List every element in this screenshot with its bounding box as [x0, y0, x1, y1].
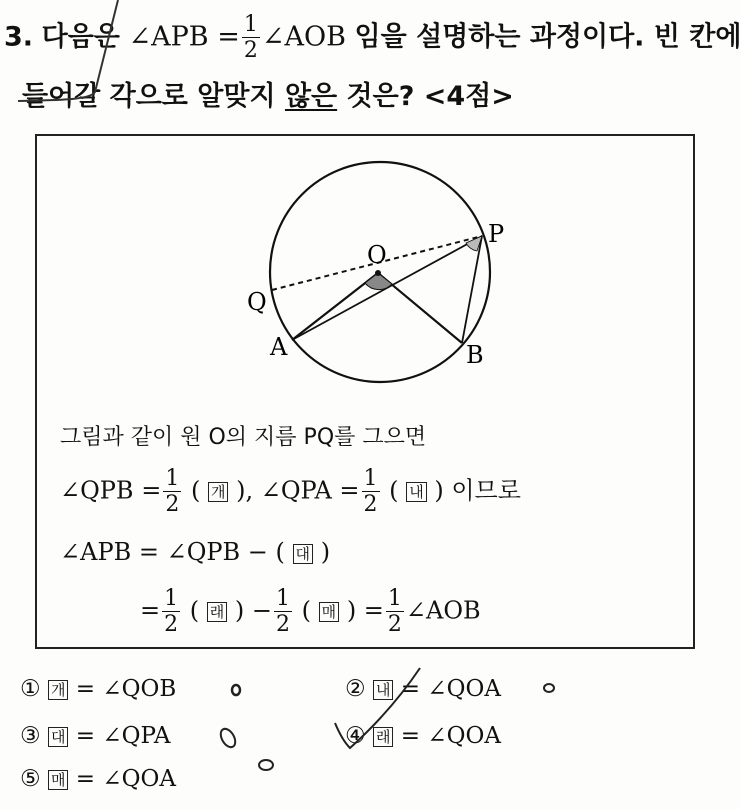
choice-4[interactable]: ④ 래 = ∠QOA	[345, 723, 501, 749]
blank-da: 대	[293, 544, 314, 564]
center-point	[375, 270, 381, 276]
label-p: P	[488, 220, 505, 248]
choice-2[interactable]: ② 내 = ∠QOA	[345, 676, 501, 702]
segment-pb	[462, 236, 482, 343]
explanation-line-3: ∠APB = ∠QPB − ( 대 )	[60, 538, 331, 566]
question-line2-suffix: 것은? <4점>	[346, 81, 514, 112]
question-suffix: 임을 설명하는 과정이다. 빈 칸에	[354, 21, 741, 53]
fraction-half: $\frac{1}{2}$	[363, 466, 378, 517]
pencil-mark-choice-3	[218, 726, 238, 749]
label-b: B	[466, 341, 484, 369]
choice-5[interactable]: ⑤ 매 = ∠QOA	[20, 766, 176, 792]
explanation-line-1: 그림과 같이 원 O의 지름 PQ를 그으면	[60, 425, 427, 450]
question-prefix: 다음은	[41, 21, 120, 53]
fraction-half: $\frac{1}{2}$	[276, 586, 291, 637]
blank-na: 내	[406, 482, 427, 502]
choice-3[interactable]: ③ 대 = ∠QPA	[20, 723, 171, 749]
pencil-mark-choice-1	[232, 685, 240, 695]
fraction-half: $\frac{1}{2}$	[165, 466, 180, 517]
angle-expr-right: ∠AOB	[261, 21, 346, 53]
question-line-1	[4, 14, 741, 62]
angle-expr-left: ∠APB =	[128, 21, 240, 53]
label-q: Q	[247, 288, 267, 316]
question-number: 3.	[4, 21, 34, 53]
question-line2-prefix: 들어갈 각으로 알맞지	[22, 81, 276, 112]
blank-ma: 매	[319, 602, 340, 622]
choice-1[interactable]: ① 개 = ∠QOB	[20, 676, 177, 702]
explanation-line-4: = $\frac{1}{2}$ ( 래 ) − $\frac{1}{2}$ ( 매 ) = $\frac{1}{2}$ ∠AOB	[140, 586, 481, 637]
blank-ra: 래	[207, 602, 228, 622]
label-a: A	[270, 333, 288, 361]
question-underlined-word: 않은	[284, 81, 338, 112]
pencil-mark-choice-2	[544, 684, 554, 692]
blank-ga: 개	[208, 482, 229, 502]
pencil-mark-choice-5	[259, 760, 273, 770]
label-o: O	[367, 241, 387, 269]
circle-diagram	[230, 145, 530, 405]
explanation-line-2: ∠QPB = $\frac{1}{2}$ ( 개 ), ∠QPA = $\frac{1}{2}$ ( 내 ) 이므로	[60, 466, 521, 517]
fraction-half: $\frac{1}{2}$	[164, 586, 179, 637]
fraction-half: $\frac{1}{2}$	[387, 586, 402, 637]
question-line-2	[22, 74, 514, 113]
fraction-half: $\frac{1}{2}$	[243, 12, 258, 63]
